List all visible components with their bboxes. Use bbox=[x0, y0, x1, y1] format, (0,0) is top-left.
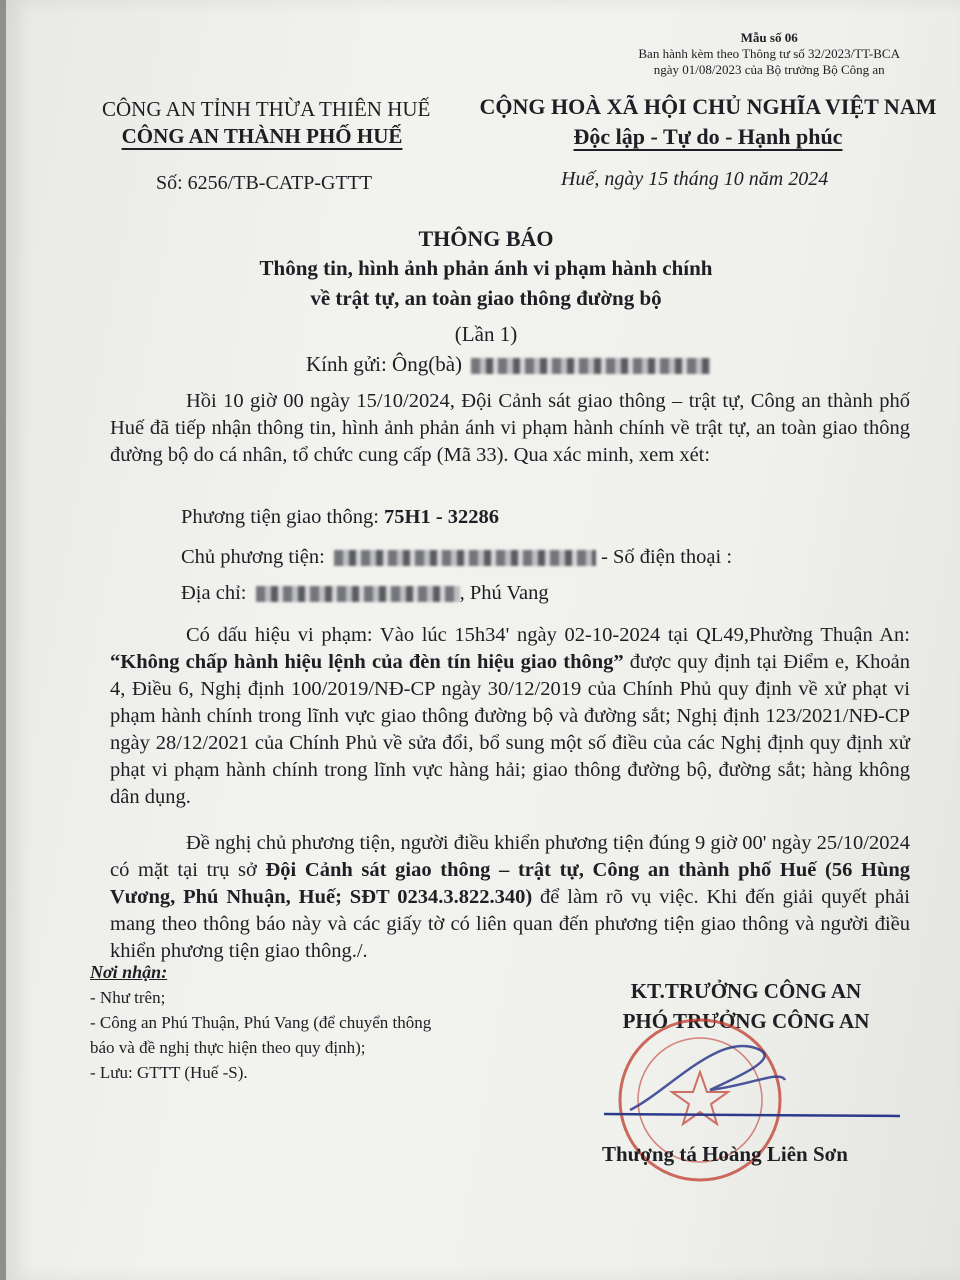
document-page bbox=[6, 0, 960, 1280]
issuer-province: CÔNG AN TỈNH THỪA THIÊN HUẾ bbox=[102, 97, 431, 121]
redacted-address bbox=[256, 586, 460, 602]
recipient-label: Kính gửi: Ông(bà) bbox=[306, 352, 463, 376]
document-number: Số: 6256/TB-CATP-GTTT bbox=[156, 172, 373, 194]
document-subtitle-1: Thông tin, hình ảnh phản ánh vi phạm hành chính bbox=[259, 256, 713, 280]
owner-line bbox=[181, 546, 732, 569]
intro-text: Hồi 10 giờ 00 ngày 15/10/2024, Đội Cảnh sát giao thông – trật tự, Công an thành phố Huế đã tiếp nhận thông tin, hình ảnh phản ánh vi phạm hành chính về trật tự, an toàn giao thông đường bộ do cá nhân, tổ chức cung cấp (Mã 33). Qua xác minh, xem xét: bbox=[110, 390, 910, 466]
redacted-owner-name bbox=[334, 550, 596, 566]
signer-name: Thượng tá Hoàng Liên Sơn bbox=[602, 1142, 848, 1166]
form-code bbox=[638, 30, 900, 78]
address-district: , Phú Vang bbox=[459, 582, 549, 604]
form-code-line-1: Ban hành kèm theo Thông tư số 32/2023/TT-BCA bbox=[638, 46, 900, 61]
request-suffix: để làm rõ vụ việc. Khi đến giải quyết phải mang theo thông báo này và các giấy tờ có liên quan đến phương tiện giao thông và người điều khiển phương tiện giao thông./. bbox=[110, 886, 910, 962]
address-line bbox=[181, 582, 549, 605]
document-subtitle-2: về trật tự, an toàn giao thông đường bộ bbox=[310, 286, 662, 310]
violation-text bbox=[110, 622, 910, 811]
signature-title-1: KT.TRƯỞNG CÔNG AN bbox=[630, 979, 862, 1003]
recipient-item: - Công an Phú Thuận, Phú Vang (để chuyển thông bbox=[90, 1013, 432, 1032]
recipient-line bbox=[306, 352, 711, 377]
vehicle-label: Phương tiện giao thông: bbox=[181, 506, 379, 528]
violation-paragraph bbox=[110, 622, 910, 811]
vehicle-line bbox=[181, 506, 499, 529]
request-text bbox=[110, 830, 910, 965]
violation-name: “Không chấp hành hiệu lệnh của đèn tín hiệu giao thông” bbox=[110, 651, 624, 673]
intro-paragraph bbox=[110, 388, 910, 469]
form-number: Mẫu số 06 bbox=[740, 30, 798, 45]
national-header bbox=[478, 92, 938, 152]
national-motto: Độc lập - Tự do - Hạnh phúc bbox=[573, 124, 843, 149]
document-date: Huế, ngày 15 tháng 10 năm 2024 bbox=[561, 168, 829, 190]
signature-title-2: PHÓ TRƯỞNG CÔNG AN bbox=[622, 1009, 870, 1033]
recipients-block bbox=[90, 960, 530, 1085]
violation-prefix: Có dấu hiệu vi phạm: Vào lúc 15h34' ngày 02-10-2024 tại QL49,Phường Thuận An: bbox=[186, 624, 910, 646]
violation-legal-basis: được quy định tại Điểm e, Khoản 4, Điều 6, Nghị định 100/2019/NĐ-CP ngày 30/12/2019 của Chính Phủ quy định về xử phạt vi phạm hành chính trong lĩnh vực giao thông đường bộ và đường sắt; Nghị định 123/2021/NĐ-CP ngày 28/12/2021 của Chính Phủ về sửa đổi, bổ sung một số điều của các Nghị định quy định xử phạt vi phạm hành chính trong lĩnh vực hàng hải; giao thông đường bộ, đường sắt; hàng không dân dụng. bbox=[110, 651, 910, 808]
document-round: (Lần 1) bbox=[454, 322, 518, 346]
recipient-item: báo và đề nghị thực hiện theo quy định); bbox=[90, 1038, 366, 1057]
owner-phone-label: - Số điện thoại : bbox=[601, 546, 733, 568]
vehicle-plate: 75H1 - 32286 bbox=[384, 506, 500, 528]
issuer-city: CÔNG AN THÀNH PHỐ HUẾ bbox=[121, 124, 403, 148]
signature-stroke-icon bbox=[602, 1104, 902, 1124]
redacted-recipient-name bbox=[471, 358, 711, 374]
address-label: Địa chỉ: bbox=[181, 582, 247, 604]
owner-label: Chủ phương tiện: bbox=[181, 546, 325, 568]
recipients-heading: Nơi nhận: bbox=[90, 962, 168, 982]
request-paragraph bbox=[110, 830, 910, 965]
form-code-line-2: ngày 01/08/2023 của Bộ trưởng Bộ Công an bbox=[653, 62, 885, 77]
document-title: THÔNG BÁO bbox=[418, 226, 554, 251]
national-title: CỘNG HOÀ XÃ HỘI CHỦ NGHĨA VIỆT NAM bbox=[479, 94, 937, 119]
recipient-item: - Như trên; bbox=[90, 988, 166, 1007]
request-place: Đội Cảnh sát giao thông – trật tự, Công an thành phố Huế (56 Hùng Vương, Phú Nhuận, Huế; SĐT 0234.3.822.340) bbox=[110, 859, 911, 908]
request-prefix: Đề nghị chủ phương tiện, người điều khiển phương tiện đúng 9 giờ 00' ngày 25/10/2024 có mặt tại trụ sở bbox=[110, 832, 910, 881]
recipient-item: - Lưu: GTTT (Huế -S). bbox=[90, 1063, 248, 1082]
issuer-header bbox=[102, 96, 431, 150]
